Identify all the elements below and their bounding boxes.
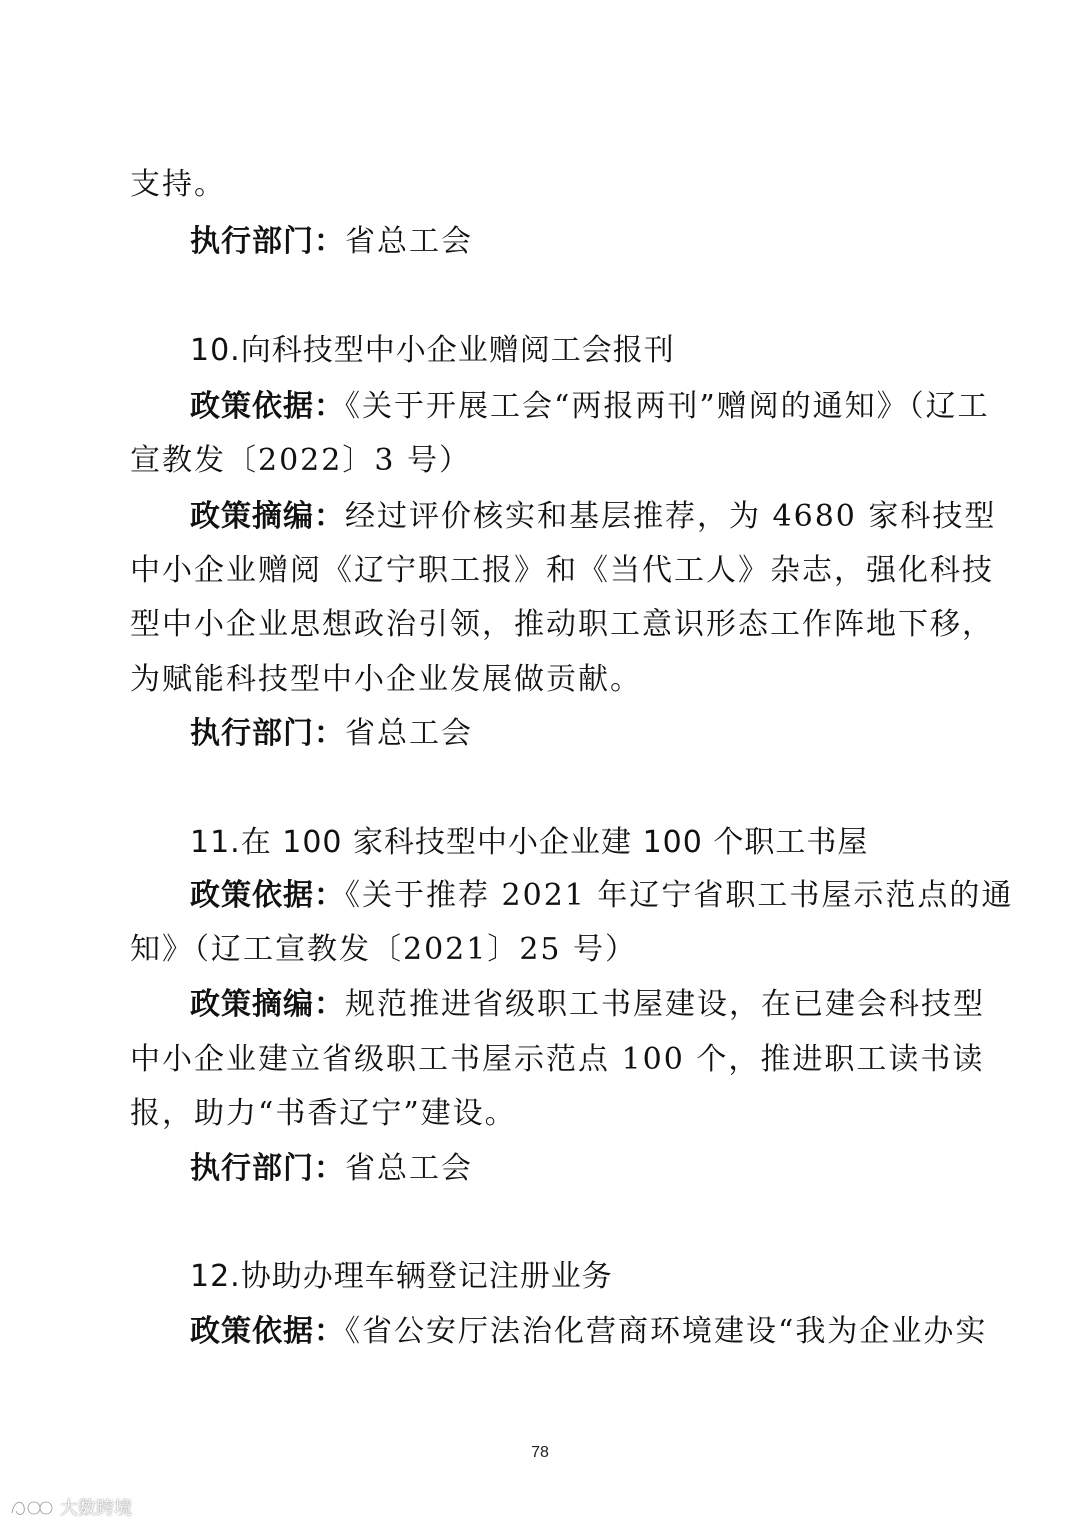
policy-summary-text: 经过评价核实和基层推荐，为 4680 家科技型 <box>345 499 997 534</box>
policy-summary-label: 政策摘编： <box>190 987 345 1022</box>
body-text: 中小企业赠阅《辽宁职工报》和《当代工人》杂志，强化科技 <box>130 553 994 588</box>
department-line <box>190 1149 473 1189</box>
body-text: 中小企业建立省级职工书屋示范点 100 个，推进职工读书读 <box>130 1042 985 1077</box>
policy-basis-line <box>190 1312 987 1352</box>
policy-basis-text: 《关于推荐 2021 年辽宁省职工书屋示范点的通 <box>345 878 1014 913</box>
policy-summary-label: 政策摘编： <box>190 499 345 534</box>
paragraph-line <box>130 930 637 970</box>
policy-basis-label: 政策依据： <box>190 1314 345 1349</box>
section-title: 11.在 100 家科技型中小企业建 100 个职工书屋 <box>190 825 869 860</box>
body-text: 知》（辽工宣教发〔2021〕25 号） <box>130 932 638 967</box>
policy-basis-text: 《关于开展工会“两报两刊”赠阅的通知》（辽工 <box>345 389 990 424</box>
section-title: 12.协助办理车辆登记注册业务 <box>190 1259 613 1294</box>
department-line <box>190 222 473 262</box>
paragraph-line <box>130 1040 984 1080</box>
watermark-text: 大数跨境 <box>60 1498 132 1519</box>
paragraph-line <box>130 551 994 591</box>
body-text: 支持。 <box>130 167 226 202</box>
section-heading <box>190 823 868 863</box>
paragraph-line <box>130 441 471 481</box>
section-title: 10.向科技型中小企业赠阅工会报刊 <box>190 333 675 368</box>
body-text: 报，助力“书香辽宁”建设。 <box>130 1096 517 1131</box>
watermark <box>8 1494 132 1520</box>
body-text: 为赋能科技型中小企业发展做贡献。 <box>130 662 642 697</box>
policy-basis-line <box>190 876 1013 916</box>
policy-basis-label: 政策依据： <box>190 389 345 424</box>
department-value: 省总工会 <box>345 224 473 259</box>
paragraph-line <box>130 165 226 205</box>
policy-summary-line <box>190 985 985 1025</box>
policy-summary-line <box>190 497 996 537</box>
section-heading <box>190 1257 613 1297</box>
paragraph-line <box>130 1094 517 1134</box>
page-number: 78 <box>531 1444 549 1461</box>
department-line <box>190 714 473 754</box>
department-label: 执行部门： <box>190 224 345 259</box>
department-value: 省总工会 <box>345 1151 473 1186</box>
policy-basis-line <box>190 387 990 427</box>
department-value: 省总工会 <box>345 716 473 751</box>
department-label: 执行部门： <box>190 716 345 751</box>
paragraph-line <box>130 605 994 645</box>
policy-summary-text: 规范推进省级职工书屋建设，在已建会科技型 <box>345 987 985 1022</box>
policy-basis-text: 《省公安厅法治化营商环境建设“我为企业办实 <box>345 1314 988 1349</box>
section-heading <box>190 331 675 371</box>
paragraph-line <box>130 660 642 700</box>
body-text: 宣教发〔2022〕3 号） <box>130 443 471 478</box>
logo-icon <box>8 1495 54 1519</box>
department-label: 执行部门： <box>190 1151 345 1186</box>
policy-basis-label: 政策依据： <box>190 878 345 913</box>
body-text: 型中小企业思想政治引领，推动职工意识形态工作阵地下移， <box>130 607 994 642</box>
